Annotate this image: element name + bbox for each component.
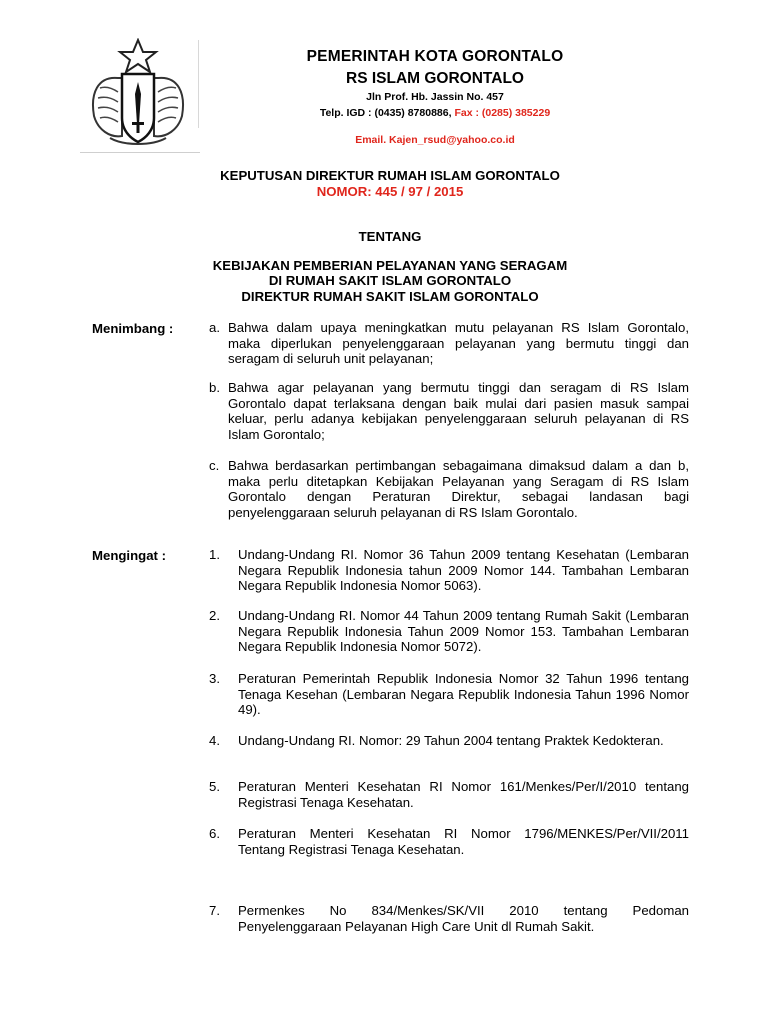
header-divider bbox=[198, 40, 199, 128]
header-phone: Telp. IGD : (0435) 8780886, bbox=[319, 107, 455, 119]
mengingat-item bbox=[209, 671, 689, 718]
item-text: Permenkes No 834/Menkes/SK/VII 2010 tentang Pedoman Penyelenggaraan Pelayanan High Care Unit dl Rumah Sakit. bbox=[238, 903, 689, 934]
item-marker: 2. bbox=[209, 608, 220, 623]
policy-title-line2: DI RUMAH SAKIT ISLAM GORONTALO bbox=[268, 273, 512, 288]
header-hospital-name: RS ISLAM GORONTALO bbox=[346, 70, 524, 87]
menimbang-item bbox=[209, 458, 689, 520]
mengingat-item bbox=[209, 608, 689, 655]
garuda-emblem-icon bbox=[88, 38, 188, 148]
decree-number: NOMOR: 445 / 97 / 2015 bbox=[316, 184, 464, 199]
header-contact bbox=[250, 107, 620, 119]
menimbang-label: Menimbang : bbox=[92, 321, 174, 336]
mengingat-label: Mengingat : bbox=[92, 548, 166, 563]
header-fax: Fax : (0285) 385229 bbox=[454, 107, 551, 119]
item-text: Undang-Undang RI. Nomor: 29 Tahun 2004 tentang Praktek Kedokteran. bbox=[238, 733, 664, 748]
policy-title-line3: DIREKTUR RUMAH SAKIT ISLAM GORONTALO bbox=[241, 289, 539, 304]
item-marker: 1. bbox=[209, 547, 220, 562]
item-marker: b. bbox=[209, 380, 220, 395]
header-address: Jln Prof. Hb. Jassin No. 457 bbox=[366, 91, 504, 103]
menimbang-item bbox=[209, 380, 689, 442]
about-heading: TENTANG bbox=[358, 229, 422, 244]
item-text: Undang-Undang RI. Nomor 44 Tahun 2009 tentang Rumah Sakit (Lembaran Negara Republik Indonesia Tahun 2009 Nomor 153. Tambahan Lembaran Negara Republik Indonesia Nomor 5072). bbox=[238, 608, 689, 655]
header-government: PEMERINTAH KOTA GORONTALO bbox=[306, 48, 564, 65]
policy-title-line1: KEBIJAKAN PEMBERIAN PELAYANAN YANG SERAGAM bbox=[212, 258, 568, 273]
item-marker: a. bbox=[209, 320, 220, 335]
item-text: Peraturan Pemerintah Republik Indonesia Nomor 32 Tahun 1996 tentang Tenaga Kesehan (Lembaran Negara Republik Indonesia Tahun 1996 Nomor 49). bbox=[238, 671, 689, 718]
decree-title: KEPUTUSAN DIREKTUR RUMAH ISLAM GORONTALO bbox=[220, 168, 560, 183]
item-marker: 7. bbox=[209, 903, 220, 918]
mengingat-item bbox=[209, 826, 689, 857]
item-text: Bahwa berdasarkan pertimbangan sebagaimana dimaksud dalam a dan b, maka perlu ditetapkan Kebijakan Pelayanan yang Seragam di RS Islam Gorontalo dengan Peraturan Direktur, sebagai landasan bagi penyelenggaraan seluruh pelayanan di RS Islam Gorontalo. bbox=[228, 458, 689, 520]
item-marker: 3. bbox=[209, 671, 220, 686]
item-text: Bahwa dalam upaya meningkatkan mutu pelayanan RS Islam Gorontalo, maka diperlukan penyelenggaraan pelayanan yang bermutu tinggi dan seragam di seluruh unit pelayanan; bbox=[228, 320, 689, 367]
item-marker: c. bbox=[209, 458, 220, 473]
mengingat-item bbox=[209, 547, 689, 594]
logo-underline bbox=[80, 152, 200, 153]
item-marker: 5. bbox=[209, 779, 220, 794]
item-text: Bahwa agar pelayanan yang bermutu tinggi dan seragam di RS Islam Gorontalo dapat terlaksana dengan baik mulai dari pasien masuk sampai keluar, perlu adanya kebijakan penyelenggaraan seluruh pelayanan di RS Islam Gorontalo; bbox=[228, 380, 689, 442]
item-text: Undang-Undang RI. Nomor 36 Tahun 2009 tentang Kesehatan (Lembaran Negara Republik Indonesia tahun 2009 Nomor 144. Tambahan Lembaran Negara Republik Indonesia Nomor 5063). bbox=[238, 547, 689, 594]
menimbang-item bbox=[209, 320, 689, 367]
header-email: Email. Kajen_rsud@yahoo.co.id bbox=[355, 134, 515, 146]
item-text: Peraturan Menteri Kesehatan RI Nomor 1796/MENKES/Per/VII/2011 Tentang Registrasi Tenaga Kesehatan. bbox=[238, 826, 689, 857]
item-text: Peraturan Menteri Kesehatan RI Nomor 161/Menkes/Per/I/2010 tentang Registrasi Tenaga Kesehatan. bbox=[238, 779, 689, 810]
mengingat-item bbox=[209, 903, 689, 934]
mengingat-item bbox=[209, 733, 689, 749]
item-marker: 4. bbox=[209, 733, 220, 748]
item-marker: 6. bbox=[209, 826, 220, 841]
mengingat-item bbox=[209, 779, 689, 810]
